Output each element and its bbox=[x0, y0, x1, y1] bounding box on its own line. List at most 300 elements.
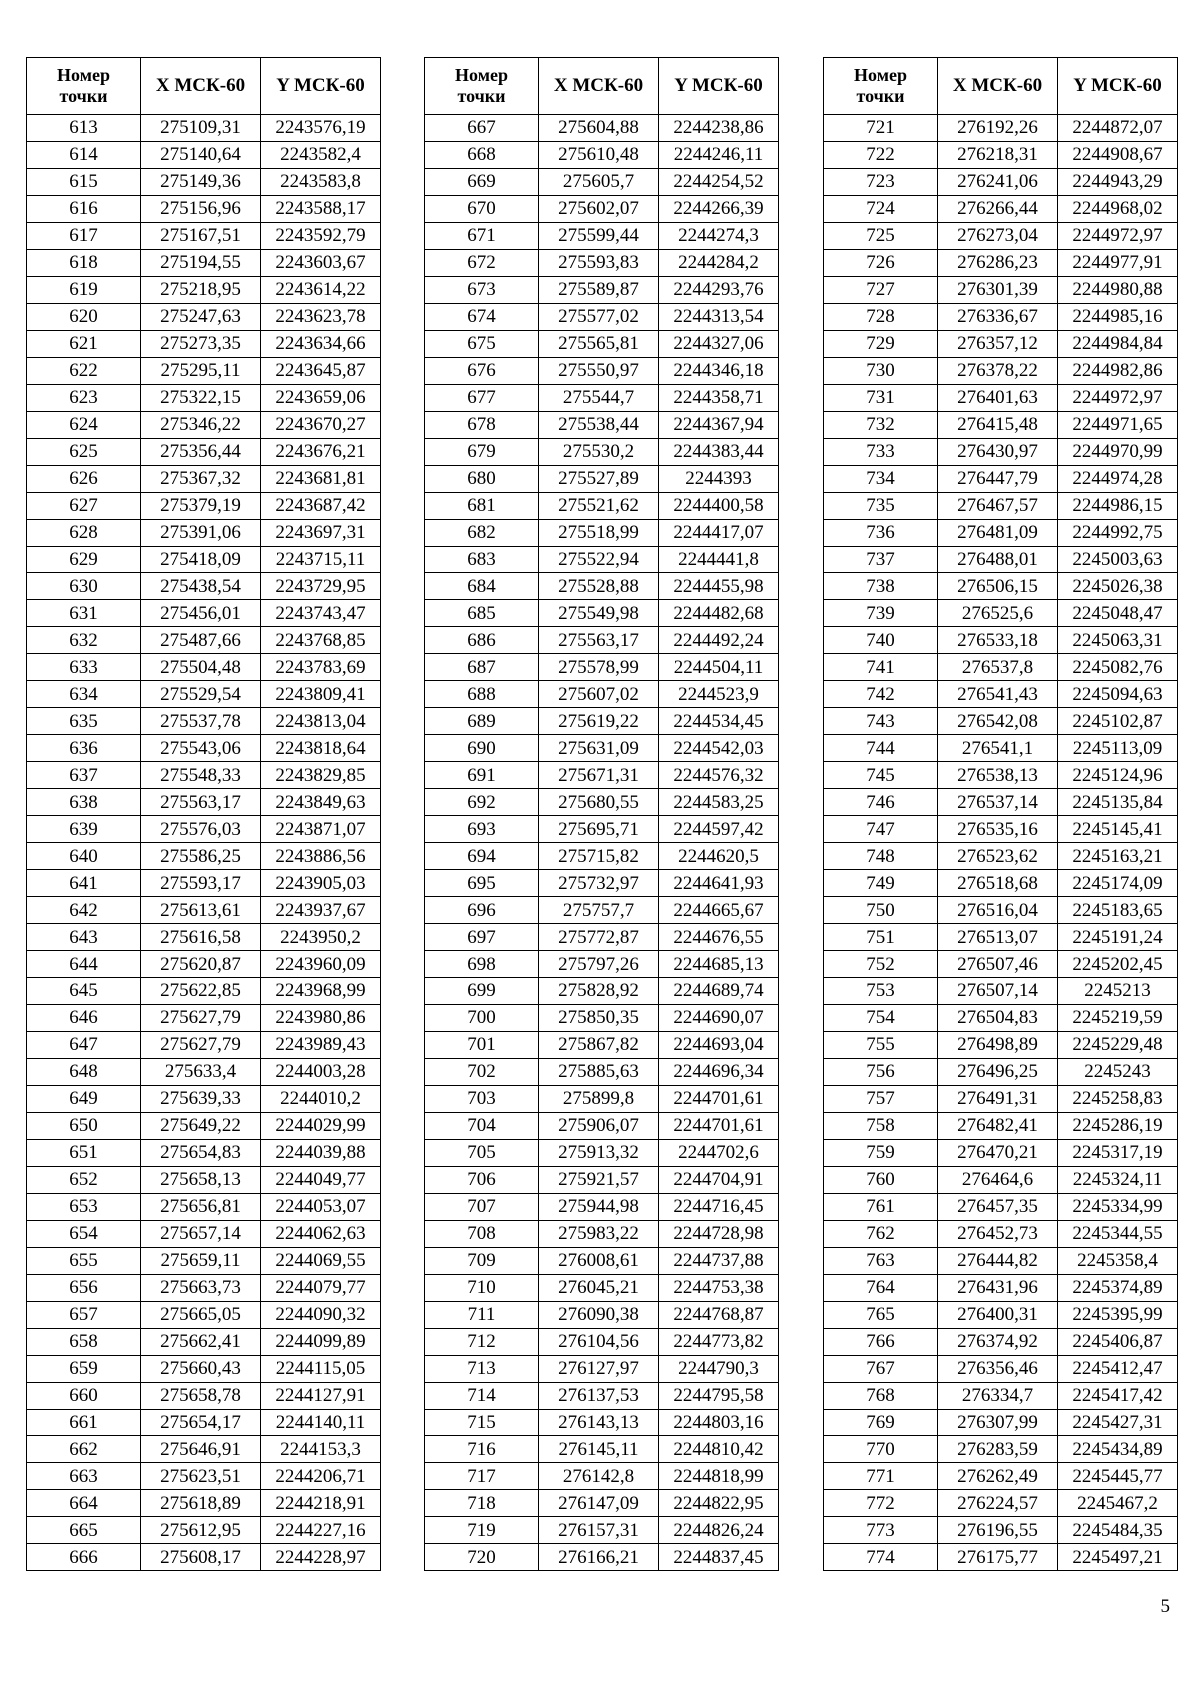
table-row bbox=[824, 735, 1178, 762]
y-coordinate-cell: 2245202,45 bbox=[1058, 951, 1178, 978]
point-number-cell: 727 bbox=[824, 276, 938, 303]
y-coordinate-cell: 2244702,6 bbox=[659, 1139, 779, 1166]
point-number-cell: 746 bbox=[824, 789, 938, 816]
x-coordinate-cell: 276147,09 bbox=[539, 1490, 659, 1517]
x-coordinate-cell: 275593,17 bbox=[141, 870, 261, 897]
table-row bbox=[27, 1112, 381, 1139]
y-coordinate-cell: 2244753,38 bbox=[659, 1274, 779, 1301]
x-coordinate-cell: 275295,11 bbox=[141, 357, 261, 384]
y-coordinate-cell: 2244982,86 bbox=[1058, 357, 1178, 384]
x-coordinate-cell: 275602,07 bbox=[539, 195, 659, 222]
point-number-cell: 768 bbox=[824, 1382, 938, 1409]
table-row bbox=[425, 735, 779, 762]
table-row bbox=[824, 411, 1178, 438]
y-coordinate-cell: 2243989,43 bbox=[261, 1031, 381, 1058]
point-number-header-line2: точки bbox=[59, 86, 108, 106]
point-number-header bbox=[425, 58, 539, 115]
y-coordinate-cell: 2244972,97 bbox=[1058, 222, 1178, 249]
y-coordinate-cell: 2244284,2 bbox=[659, 249, 779, 276]
table-row bbox=[425, 924, 779, 951]
x-coordinate-cell: 275527,89 bbox=[539, 465, 659, 492]
point-number-header-line2: точки bbox=[856, 86, 905, 106]
point-number-cell: 723 bbox=[824, 168, 938, 195]
y-coordinate-cell: 2244968,02 bbox=[1058, 195, 1178, 222]
coordinates-table-3 bbox=[823, 57, 1178, 1571]
y-coordinate-cell: 2244984,84 bbox=[1058, 330, 1178, 357]
point-number-cell: 643 bbox=[27, 924, 141, 951]
table-row bbox=[824, 1328, 1178, 1355]
x-coordinate-cell: 275391,06 bbox=[141, 519, 261, 546]
table-row bbox=[824, 438, 1178, 465]
table-row bbox=[824, 1247, 1178, 1274]
table-row bbox=[425, 465, 779, 492]
y-coordinate-cell: 2244986,15 bbox=[1058, 492, 1178, 519]
y-coordinate-cell: 2244504,11 bbox=[659, 654, 779, 681]
y-coordinate-cell: 2244872,07 bbox=[1058, 115, 1178, 142]
point-number-cell: 735 bbox=[824, 492, 938, 519]
x-coordinate-cell: 275654,17 bbox=[141, 1409, 261, 1436]
x-coordinate-cell: 275633,4 bbox=[141, 1058, 261, 1085]
table-row bbox=[824, 1112, 1178, 1139]
x-coordinate-cell: 275639,33 bbox=[141, 1085, 261, 1112]
table-row bbox=[27, 1490, 381, 1517]
x-coordinate-cell: 276444,82 bbox=[938, 1247, 1058, 1274]
table-row bbox=[27, 735, 381, 762]
table-row bbox=[425, 708, 779, 735]
x-coordinate-cell: 276286,23 bbox=[938, 249, 1058, 276]
x-coordinate-cell: 275620,87 bbox=[141, 951, 261, 978]
x-coordinate-cell: 275504,48 bbox=[141, 654, 261, 681]
table-row bbox=[27, 519, 381, 546]
y-coordinate-cell: 2244246,11 bbox=[659, 141, 779, 168]
table-row bbox=[425, 789, 779, 816]
table-row bbox=[824, 115, 1178, 142]
table-row bbox=[425, 1382, 779, 1409]
point-number-header-line1: Номер bbox=[854, 65, 907, 86]
y-coordinate-cell: 2244140,11 bbox=[261, 1409, 381, 1436]
x-coordinate-cell: 275646,91 bbox=[141, 1436, 261, 1463]
point-number-cell: 708 bbox=[425, 1220, 539, 1247]
y-coordinate-cell: 2244358,71 bbox=[659, 384, 779, 411]
x-coordinate-cell: 275528,88 bbox=[539, 573, 659, 600]
x-coordinate-cell: 275563,17 bbox=[141, 789, 261, 816]
table-row bbox=[425, 1274, 779, 1301]
x-coordinate-cell: 275715,82 bbox=[539, 843, 659, 870]
x-coordinate-cell: 276266,44 bbox=[938, 195, 1058, 222]
point-number-cell: 767 bbox=[824, 1355, 938, 1382]
x-coordinate-cell: 275899,8 bbox=[539, 1085, 659, 1112]
x-coordinate-cell: 275544,7 bbox=[539, 384, 659, 411]
point-number-cell: 747 bbox=[824, 816, 938, 843]
point-number-cell: 705 bbox=[425, 1139, 539, 1166]
y-coordinate-cell: 2243592,79 bbox=[261, 222, 381, 249]
x-coordinate-cell: 276224,57 bbox=[938, 1490, 1058, 1517]
x-coordinate-cell: 276336,67 bbox=[938, 303, 1058, 330]
x-coordinate-cell: 275563,17 bbox=[539, 627, 659, 654]
x-coordinate-cell: 275548,33 bbox=[141, 762, 261, 789]
point-number-cell: 710 bbox=[425, 1274, 539, 1301]
table-row bbox=[824, 627, 1178, 654]
x-coordinate-cell: 275576,03 bbox=[141, 816, 261, 843]
x-coordinate-cell: 275867,82 bbox=[539, 1031, 659, 1058]
x-coordinate-cell: 275913,32 bbox=[539, 1139, 659, 1166]
y-coordinate-cell: 2244768,87 bbox=[659, 1301, 779, 1328]
point-number-cell: 751 bbox=[824, 924, 938, 951]
point-number-cell: 621 bbox=[27, 330, 141, 357]
y-coordinate-cell: 2243659,06 bbox=[261, 384, 381, 411]
y-coordinate-cell: 2244576,32 bbox=[659, 762, 779, 789]
x-coordinate-cell: 276482,41 bbox=[938, 1112, 1058, 1139]
y-coordinate-header: Y МСК-60 bbox=[261, 58, 381, 115]
point-number-cell: 642 bbox=[27, 897, 141, 924]
point-number-cell: 667 bbox=[425, 115, 539, 142]
point-number-cell: 718 bbox=[425, 1490, 539, 1517]
table-row bbox=[824, 1463, 1178, 1490]
table-row bbox=[27, 1166, 381, 1193]
point-number-cell: 743 bbox=[824, 708, 938, 735]
x-coordinate-cell: 275322,15 bbox=[141, 384, 261, 411]
x-coordinate-cell: 276175,77 bbox=[938, 1544, 1058, 1571]
point-number-header bbox=[824, 58, 938, 115]
point-number-cell: 749 bbox=[824, 870, 938, 897]
table-row bbox=[824, 492, 1178, 519]
x-coordinate-cell: 276518,68 bbox=[938, 870, 1058, 897]
point-number-cell: 703 bbox=[425, 1085, 539, 1112]
point-number-cell: 650 bbox=[27, 1112, 141, 1139]
table-row bbox=[425, 438, 779, 465]
y-coordinate-cell: 2245317,19 bbox=[1058, 1139, 1178, 1166]
x-coordinate-cell: 276307,99 bbox=[938, 1409, 1058, 1436]
y-coordinate-cell: 2245082,76 bbox=[1058, 654, 1178, 681]
x-coordinate-cell: 276090,38 bbox=[539, 1301, 659, 1328]
x-coordinate-cell: 275218,95 bbox=[141, 276, 261, 303]
point-number-cell: 741 bbox=[824, 654, 938, 681]
point-number-cell: 661 bbox=[27, 1409, 141, 1436]
table-row bbox=[27, 249, 381, 276]
x-coordinate-cell: 275109,31 bbox=[141, 115, 261, 142]
point-number-cell: 720 bbox=[425, 1544, 539, 1571]
point-number-cell: 673 bbox=[425, 276, 539, 303]
table-row bbox=[824, 816, 1178, 843]
point-number-cell: 627 bbox=[27, 492, 141, 519]
point-number-cell: 737 bbox=[824, 546, 938, 573]
table-row bbox=[824, 465, 1178, 492]
x-coordinate-cell: 276506,15 bbox=[938, 573, 1058, 600]
y-coordinate-cell: 2244583,25 bbox=[659, 789, 779, 816]
point-number-cell: 637 bbox=[27, 762, 141, 789]
x-coordinate-cell: 276467,57 bbox=[938, 492, 1058, 519]
y-coordinate-cell: 2245406,87 bbox=[1058, 1328, 1178, 1355]
y-coordinate-cell: 2243676,21 bbox=[261, 438, 381, 465]
point-number-cell: 754 bbox=[824, 1004, 938, 1031]
y-coordinate-cell: 2244393 bbox=[659, 465, 779, 492]
y-coordinate-cell: 2244218,91 bbox=[261, 1490, 381, 1517]
point-number-cell: 668 bbox=[425, 141, 539, 168]
y-coordinate-cell: 2244069,55 bbox=[261, 1247, 381, 1274]
point-number-cell: 690 bbox=[425, 735, 539, 762]
y-coordinate-cell: 2244227,16 bbox=[261, 1517, 381, 1544]
x-coordinate-cell: 275657,14 bbox=[141, 1220, 261, 1247]
table-row bbox=[27, 546, 381, 573]
table-row bbox=[27, 978, 381, 1005]
table-row bbox=[27, 951, 381, 978]
point-number-cell: 728 bbox=[824, 303, 938, 330]
x-coordinate-cell: 275659,11 bbox=[141, 1247, 261, 1274]
table-row bbox=[824, 1517, 1178, 1544]
point-number-cell: 773 bbox=[824, 1517, 938, 1544]
table-row bbox=[27, 465, 381, 492]
point-number-cell: 687 bbox=[425, 654, 539, 681]
y-coordinate-cell: 2245163,21 bbox=[1058, 843, 1178, 870]
table-row bbox=[27, 1085, 381, 1112]
point-number-cell: 774 bbox=[824, 1544, 938, 1571]
x-coordinate-cell: 275612,95 bbox=[141, 1517, 261, 1544]
table-row bbox=[425, 222, 779, 249]
table-row bbox=[425, 195, 779, 222]
x-coordinate-cell: 275522,94 bbox=[539, 546, 659, 573]
x-coordinate-cell: 275660,43 bbox=[141, 1355, 261, 1382]
table-row bbox=[425, 1139, 779, 1166]
x-coordinate-cell: 275627,79 bbox=[141, 1004, 261, 1031]
point-number-cell: 692 bbox=[425, 789, 539, 816]
y-coordinate-cell: 2243768,85 bbox=[261, 627, 381, 654]
point-number-cell: 680 bbox=[425, 465, 539, 492]
point-number-cell: 651 bbox=[27, 1139, 141, 1166]
table-row bbox=[824, 1139, 1178, 1166]
point-number-cell: 686 bbox=[425, 627, 539, 654]
x-coordinate-cell: 275529,54 bbox=[141, 681, 261, 708]
point-number-cell: 663 bbox=[27, 1463, 141, 1490]
table-row bbox=[425, 384, 779, 411]
y-coordinate-cell: 2245124,96 bbox=[1058, 762, 1178, 789]
point-number-cell: 756 bbox=[824, 1058, 938, 1085]
y-coordinate-cell: 2243950,2 bbox=[261, 924, 381, 951]
y-coordinate-cell: 2244676,55 bbox=[659, 924, 779, 951]
y-coordinate-cell: 2244090,32 bbox=[261, 1301, 381, 1328]
point-number-cell: 623 bbox=[27, 384, 141, 411]
table-row bbox=[824, 708, 1178, 735]
point-number-cell: 678 bbox=[425, 411, 539, 438]
x-coordinate-cell: 275631,09 bbox=[539, 735, 659, 762]
point-number-cell: 706 bbox=[425, 1166, 539, 1193]
x-coordinate-cell: 276378,22 bbox=[938, 357, 1058, 384]
x-coordinate-cell: 275577,02 bbox=[539, 303, 659, 330]
table-row bbox=[425, 519, 779, 546]
point-number-cell: 716 bbox=[425, 1436, 539, 1463]
x-coordinate-cell: 276481,09 bbox=[938, 519, 1058, 546]
x-coordinate-cell: 276488,01 bbox=[938, 546, 1058, 573]
x-coordinate-cell: 275850,35 bbox=[539, 1004, 659, 1031]
y-coordinate-cell: 2244542,03 bbox=[659, 735, 779, 762]
y-coordinate-cell: 2245183,65 bbox=[1058, 897, 1178, 924]
x-coordinate-cell: 275438,54 bbox=[141, 573, 261, 600]
table-row bbox=[824, 1085, 1178, 1112]
point-number-cell: 645 bbox=[27, 978, 141, 1005]
x-coordinate-cell: 276470,21 bbox=[938, 1139, 1058, 1166]
table-row bbox=[425, 357, 779, 384]
x-coordinate-cell: 275983,22 bbox=[539, 1220, 659, 1247]
x-coordinate-cell: 275605,7 bbox=[539, 168, 659, 195]
y-coordinate-cell: 2244972,97 bbox=[1058, 384, 1178, 411]
point-number-cell: 683 bbox=[425, 546, 539, 573]
y-coordinate-cell: 2243715,11 bbox=[261, 546, 381, 573]
x-coordinate-cell: 276374,92 bbox=[938, 1328, 1058, 1355]
point-number-cell: 632 bbox=[27, 627, 141, 654]
point-number-cell: 721 bbox=[824, 115, 938, 142]
y-coordinate-cell: 2244383,44 bbox=[659, 438, 779, 465]
x-coordinate-cell: 275772,87 bbox=[539, 924, 659, 951]
y-coordinate-cell: 2244238,86 bbox=[659, 115, 779, 142]
y-coordinate-cell: 2244822,95 bbox=[659, 1490, 779, 1517]
table-row bbox=[824, 1031, 1178, 1058]
x-coordinate-cell: 276283,59 bbox=[938, 1436, 1058, 1463]
y-coordinate-cell: 2243623,78 bbox=[261, 303, 381, 330]
x-coordinate-cell: 275518,99 bbox=[539, 519, 659, 546]
table-row bbox=[425, 1544, 779, 1571]
x-coordinate-cell: 275665,05 bbox=[141, 1301, 261, 1328]
point-number-cell: 644 bbox=[27, 951, 141, 978]
y-coordinate-cell: 2244908,67 bbox=[1058, 141, 1178, 168]
x-coordinate-cell: 275944,98 bbox=[539, 1193, 659, 1220]
x-coordinate-cell: 276464,6 bbox=[938, 1166, 1058, 1193]
point-number-cell: 646 bbox=[27, 1004, 141, 1031]
x-coordinate-cell: 276513,07 bbox=[938, 924, 1058, 951]
table-row bbox=[27, 303, 381, 330]
y-coordinate-cell: 2245445,77 bbox=[1058, 1463, 1178, 1490]
y-coordinate-cell: 2245145,41 bbox=[1058, 816, 1178, 843]
point-number-cell: 722 bbox=[824, 141, 938, 168]
table-row bbox=[425, 1355, 779, 1382]
table-row bbox=[27, 384, 381, 411]
point-number-cell: 679 bbox=[425, 438, 539, 465]
x-coordinate-cell: 275578,99 bbox=[539, 654, 659, 681]
table-row bbox=[824, 1544, 1178, 1571]
table-row bbox=[425, 1112, 779, 1139]
table-row bbox=[425, 897, 779, 924]
x-coordinate-cell: 275599,44 bbox=[539, 222, 659, 249]
table-row bbox=[425, 411, 779, 438]
y-coordinate-cell: 2244115,05 bbox=[261, 1355, 381, 1382]
y-coordinate-cell: 2244980,88 bbox=[1058, 276, 1178, 303]
x-coordinate-cell: 276166,21 bbox=[539, 1544, 659, 1571]
table-row bbox=[27, 195, 381, 222]
table-row bbox=[425, 1490, 779, 1517]
table-row bbox=[27, 411, 381, 438]
table-row bbox=[27, 438, 381, 465]
point-number-cell: 726 bbox=[824, 249, 938, 276]
point-number-cell: 730 bbox=[824, 357, 938, 384]
point-number-cell: 619 bbox=[27, 276, 141, 303]
x-coordinate-cell: 276262,49 bbox=[938, 1463, 1058, 1490]
point-number-cell: 626 bbox=[27, 465, 141, 492]
point-number-cell: 638 bbox=[27, 789, 141, 816]
point-number-cell: 648 bbox=[27, 1058, 141, 1085]
x-coordinate-cell: 275456,01 bbox=[141, 600, 261, 627]
table-row bbox=[27, 1544, 381, 1571]
y-coordinate-cell: 2243588,17 bbox=[261, 195, 381, 222]
x-coordinate-cell: 276542,08 bbox=[938, 708, 1058, 735]
table-row bbox=[824, 384, 1178, 411]
x-coordinate-cell: 275487,66 bbox=[141, 627, 261, 654]
table-row bbox=[27, 1355, 381, 1382]
x-coordinate-cell: 276538,13 bbox=[938, 762, 1058, 789]
y-coordinate-cell: 2245191,24 bbox=[1058, 924, 1178, 951]
x-coordinate-cell: 276507,14 bbox=[938, 978, 1058, 1005]
y-coordinate-cell: 2245003,63 bbox=[1058, 546, 1178, 573]
table-row bbox=[824, 1490, 1178, 1517]
table-row bbox=[425, 1247, 779, 1274]
y-coordinate-cell: 2244818,99 bbox=[659, 1463, 779, 1490]
y-coordinate-header: Y МСК-60 bbox=[659, 58, 779, 115]
x-coordinate-cell: 276541,1 bbox=[938, 735, 1058, 762]
coordinates-table-2 bbox=[424, 57, 779, 1571]
point-number-cell: 622 bbox=[27, 357, 141, 384]
point-number-cell: 617 bbox=[27, 222, 141, 249]
x-coordinate-cell: 275649,22 bbox=[141, 1112, 261, 1139]
y-coordinate-cell: 2245417,42 bbox=[1058, 1382, 1178, 1409]
table-row bbox=[27, 708, 381, 735]
point-number-cell: 616 bbox=[27, 195, 141, 222]
y-coordinate-cell: 2244943,29 bbox=[1058, 168, 1178, 195]
point-number-cell: 630 bbox=[27, 573, 141, 600]
point-number-cell: 761 bbox=[824, 1193, 938, 1220]
x-coordinate-cell: 276192,26 bbox=[938, 115, 1058, 142]
y-coordinate-cell: 2243960,09 bbox=[261, 951, 381, 978]
y-coordinate-cell: 2244641,93 bbox=[659, 870, 779, 897]
y-coordinate-cell: 2245358,4 bbox=[1058, 1247, 1178, 1274]
table-row bbox=[824, 789, 1178, 816]
point-number-cell: 704 bbox=[425, 1112, 539, 1139]
x-coordinate-cell: 276533,18 bbox=[938, 627, 1058, 654]
x-coordinate-cell: 275367,32 bbox=[141, 465, 261, 492]
y-coordinate-cell: 2245063,31 bbox=[1058, 627, 1178, 654]
x-coordinate-cell: 276142,8 bbox=[539, 1463, 659, 1490]
y-coordinate-cell: 2244010,2 bbox=[261, 1085, 381, 1112]
y-coordinate-cell: 2244992,75 bbox=[1058, 519, 1178, 546]
table-row bbox=[27, 330, 381, 357]
point-number-cell: 634 bbox=[27, 681, 141, 708]
y-coordinate-cell: 2243849,63 bbox=[261, 789, 381, 816]
table-row bbox=[425, 1409, 779, 1436]
y-coordinate-cell: 2244689,74 bbox=[659, 978, 779, 1005]
table-row bbox=[27, 1274, 381, 1301]
y-coordinate-cell: 2244206,71 bbox=[261, 1463, 381, 1490]
x-coordinate-cell: 275604,88 bbox=[539, 115, 659, 142]
x-coordinate-cell: 276301,39 bbox=[938, 276, 1058, 303]
table-row bbox=[27, 627, 381, 654]
point-number-cell: 745 bbox=[824, 762, 938, 789]
y-coordinate-cell: 2244597,42 bbox=[659, 816, 779, 843]
x-coordinate-cell: 275619,22 bbox=[539, 708, 659, 735]
y-coordinate-cell: 2243813,04 bbox=[261, 708, 381, 735]
table-row bbox=[27, 1328, 381, 1355]
x-coordinate-cell: 276415,48 bbox=[938, 411, 1058, 438]
table-row bbox=[425, 1463, 779, 1490]
table-row bbox=[425, 303, 779, 330]
table-row bbox=[27, 1382, 381, 1409]
table-row bbox=[27, 573, 381, 600]
point-number-cell: 613 bbox=[27, 115, 141, 142]
y-coordinate-cell: 2245374,89 bbox=[1058, 1274, 1178, 1301]
table-row bbox=[824, 276, 1178, 303]
table-row bbox=[27, 168, 381, 195]
y-coordinate-cell: 2244293,76 bbox=[659, 276, 779, 303]
table-row bbox=[824, 978, 1178, 1005]
point-number-cell: 624 bbox=[27, 411, 141, 438]
table-row bbox=[824, 1301, 1178, 1328]
x-coordinate-cell: 275658,78 bbox=[141, 1382, 261, 1409]
y-coordinate-cell: 2244693,04 bbox=[659, 1031, 779, 1058]
